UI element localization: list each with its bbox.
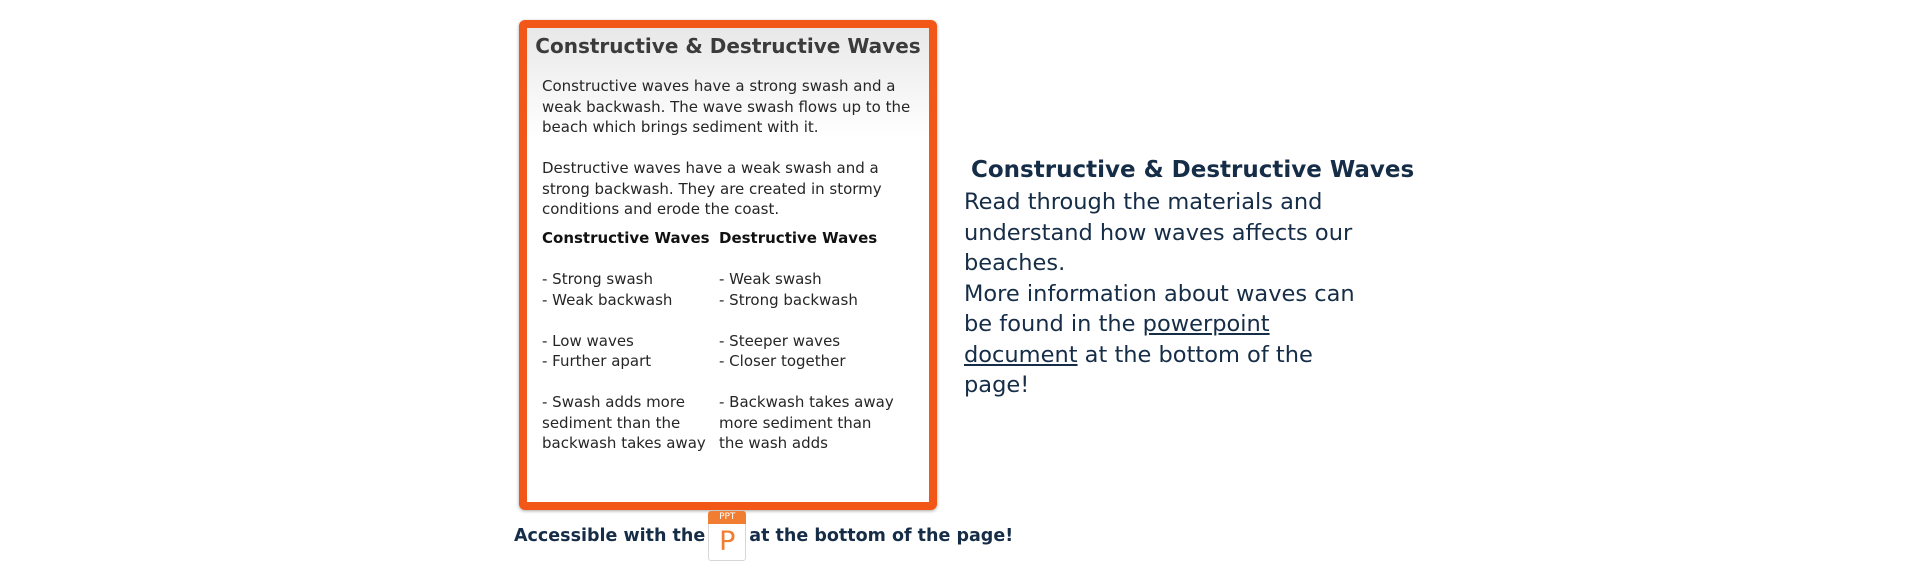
card-title: Constructive & Destructive Waves <box>535 34 921 58</box>
constructive-description: Constructive waves have a strong swash and a weak backwash. The wave swash flows up to the beach which brings sediment with it. <box>542 77 911 136</box>
list-line: - Weak swash <box>719 270 822 288</box>
footer-note <box>514 510 1013 562</box>
list-item <box>719 392 894 454</box>
list-line: - Backwash takes away more sediment than the wash adds <box>719 393 894 452</box>
side-text-intro: Read through the materials and understand how waves affects our beaches. <box>964 189 1353 276</box>
constructive-column <box>542 228 717 454</box>
ppt-letter: P <box>719 526 736 557</box>
side-text-more <box>964 279 1384 401</box>
list-line: - Swash adds more sediment than the backwash takes away <box>542 393 706 452</box>
side-text-after: at the bottom of the page! <box>964 341 1313 398</box>
list-line: - Further apart <box>542 352 652 370</box>
column-heading: Destructive Waves <box>719 229 878 247</box>
list-item <box>542 392 717 454</box>
side-heading: Constructive & Destructive Waves <box>971 157 1415 183</box>
list-item <box>719 269 894 310</box>
ppt-label: PPT <box>708 511 746 524</box>
list-line: - Strong backwash <box>719 290 858 309</box>
list-item <box>719 331 894 372</box>
info-card <box>519 20 937 510</box>
list-line: - Closer together <box>719 352 846 370</box>
list-line: - Strong swash <box>542 270 653 288</box>
powerpoint-file-icon[interactable] <box>708 511 746 561</box>
footer-text-before: Accessible with the <box>514 526 706 546</box>
list-item <box>542 269 717 310</box>
destructive-column <box>719 228 894 454</box>
destructive-description: Destructive waves have a weak swash and a strong backwash. They are created in stormy conditions and erode the coast. <box>542 159 882 218</box>
list-line: - Steeper waves <box>719 331 841 350</box>
list-item <box>542 331 717 372</box>
column-heading: Constructive Waves <box>542 229 710 247</box>
side-text-before: More information about waves can be found in the <box>964 280 1355 337</box>
footer-text-after: at the bottom of the page! <box>749 526 1014 546</box>
powerpoint-document-link[interactable]: powerpoint document <box>964 311 1270 368</box>
side-description <box>964 187 1384 401</box>
list-line: - Weak backwash <box>542 290 673 309</box>
list-line: - Low waves <box>542 331 634 350</box>
